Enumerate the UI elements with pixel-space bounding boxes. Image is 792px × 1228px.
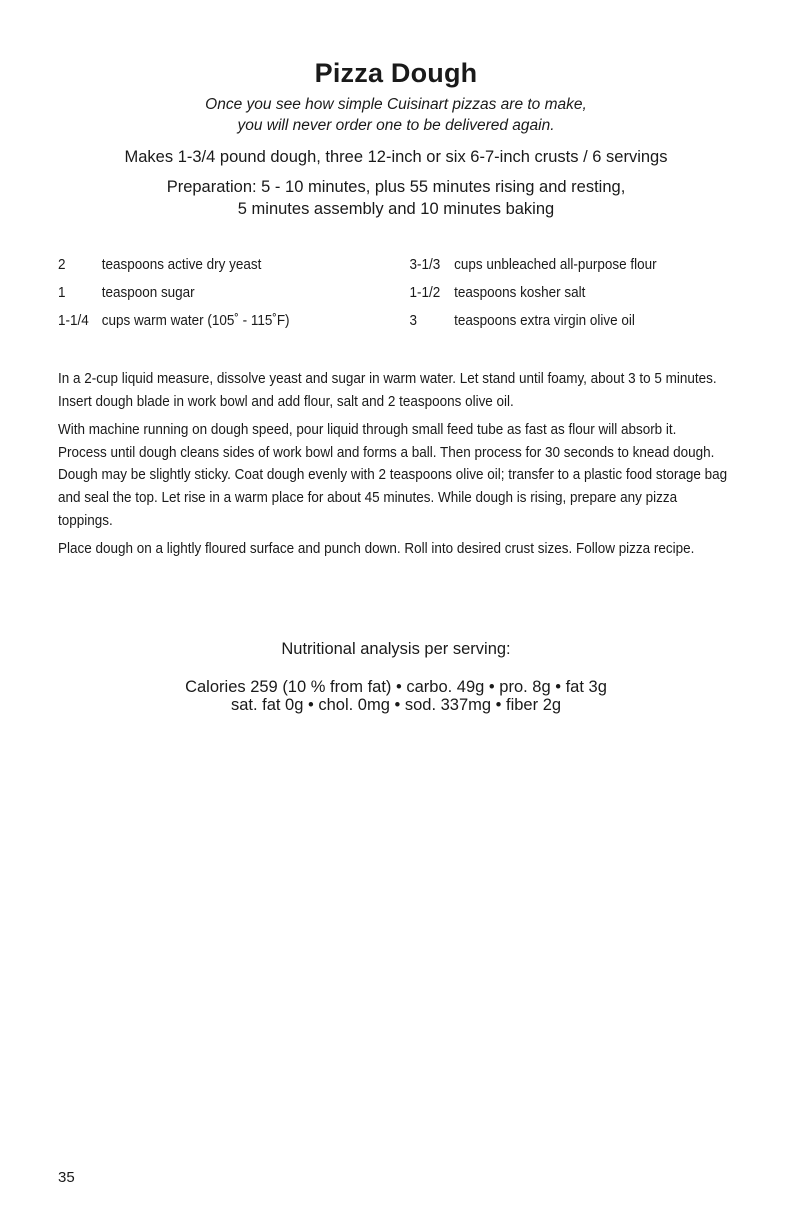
- nutrition-heading: Nutritional analysis per serving:: [281, 640, 511, 658]
- instruction-paragraph: In a 2-cup liquid measure, dissolve yeast and sugar in warm water. Let stand until foamy, about 3 to 5 minutes. Insert dough blade in work bowl and add flour, salt and 2 teaspoons olive oil.: [58, 371, 717, 410]
- ingredient-description: teaspoon sugar: [101, 285, 195, 301]
- ingredient-description: teaspoons extra virgin olive oil: [454, 313, 635, 329]
- ingredient-quantity: 1-1/4: [58, 313, 89, 329]
- recipe-instructions: [58, 368, 728, 567]
- page-number: 35: [58, 1169, 75, 1186]
- ingredient-quantity: 2: [58, 257, 66, 273]
- nutrition-line-2: sat. fat 0g • chol. 0mg • sod. 337mg • fiber 2g: [230, 696, 562, 714]
- prep-line-1: Preparation: 5 - 10 minutes, plus 55 minutes rising and resting,: [166, 178, 626, 196]
- recipe-preparation-time: [0, 176, 792, 220]
- ingredient-quantity: 3-1/3: [409, 257, 441, 273]
- ingredient-description: cups unbleached all-purpose flour: [454, 257, 657, 273]
- instruction-paragraph: Place dough on a lightly floured surface and punch down. Roll into desired crust sizes. Follow pizza recipe.: [58, 541, 695, 558]
- nutrition-line-1: Calories 259 (10 % from fat) • carbo. 49g • pro. 8g • fat 3g: [185, 678, 607, 696]
- ingredient-description: cups warm water (105˚ - 115˚F): [101, 313, 290, 329]
- prep-line-2: 5 minutes assembly and 10 minutes baking: [237, 200, 555, 218]
- recipe-subtitle: [0, 94, 792, 136]
- ingredient-quantity: 1-1/2: [409, 285, 441, 301]
- ingredient-list: [58, 254, 709, 338]
- ingredient-description: teaspoons kosher salt: [454, 285, 586, 301]
- subtitle-line-1: Once you see how simple Cuisinart pizzas are to make,: [205, 96, 587, 113]
- subtitle-line-2: you will never order one to be delivered again.: [237, 117, 555, 134]
- ingredient-quantity: 3: [409, 313, 418, 329]
- recipe-yield: Makes 1-3/4 pound dough, three 12-inch or six 6-7-inch crusts / 6 servings: [124, 148, 668, 166]
- instruction-paragraph: With machine running on dough speed, pour liquid through small feed tube as fast as flour will absorb it. Process until dough cleans sides of work bowl and forms a ball. Then process for 30 seconds to knead dough. Dough may be slightly sticky. Coat dough evenly with 2 teaspoons olive oil; transfer to a plastic food storage bag and seal the top. Let rise in a warm place for about 45 minutes. While dough is rising, prepare any pizza toppings.: [58, 422, 728, 529]
- ingredient-description: teaspoons active dry yeast: [101, 257, 262, 273]
- recipe-title: Pizza Dough: [314, 58, 478, 88]
- ingredient-quantity: 1: [58, 285, 66, 301]
